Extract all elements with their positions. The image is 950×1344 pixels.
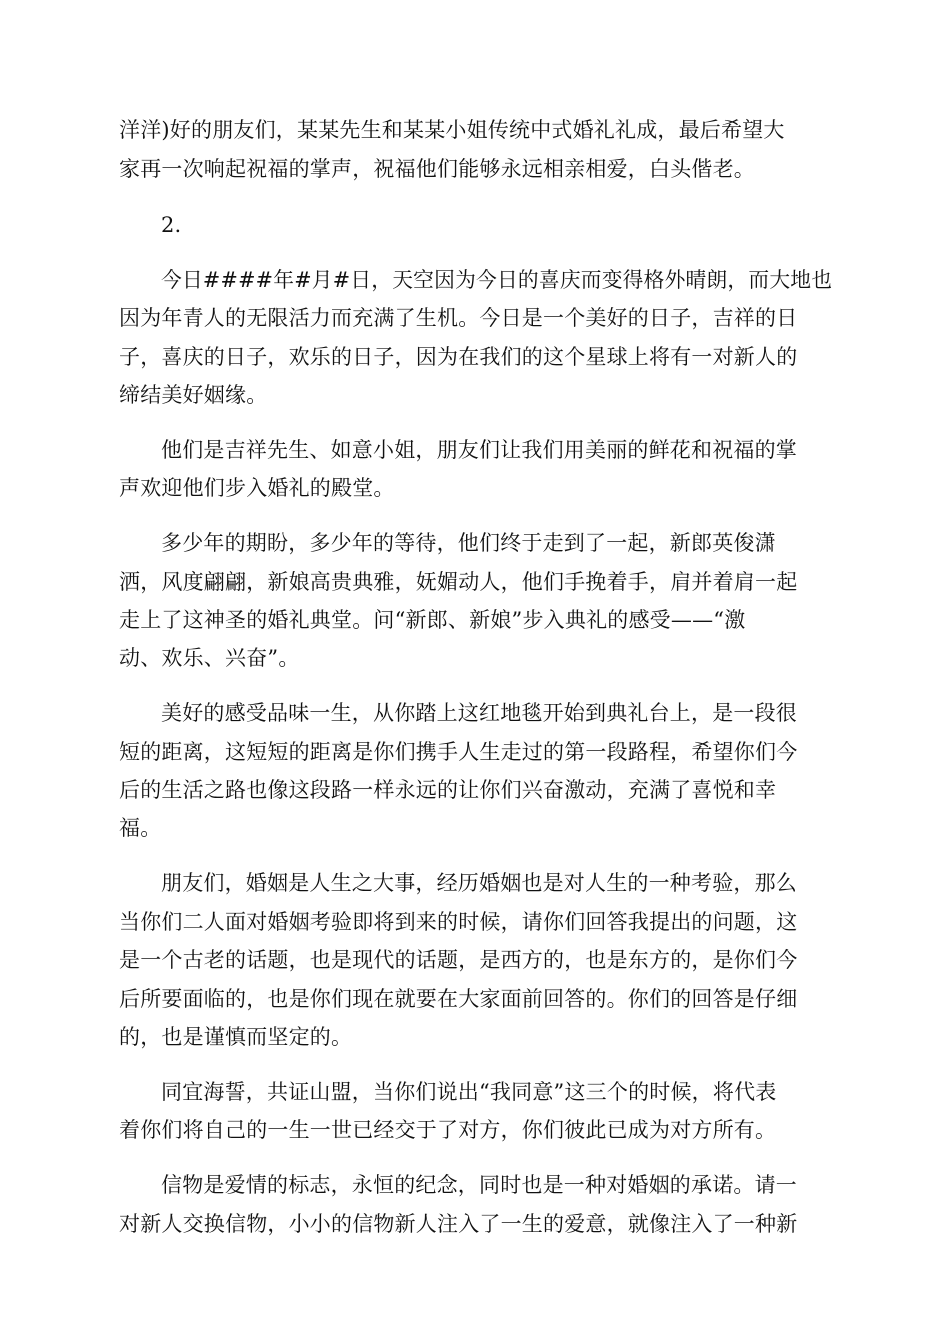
- text-line: 对新人交换信物，小小的信物新人注入了一生的爱意，就像注入了一种新: [119, 1212, 798, 1236]
- text-line: 走上了这神圣的婚礼典堂。问“新郎、新娘”步入典礼的感受——“激: [119, 608, 746, 632]
- text-line: 同宜海誓，共证山盟，当你们说出“我同意”这三个的时候，将代表: [161, 1080, 777, 1104]
- text-line: 今日####年#月#日，天空因为今日的喜庆而变得格外晴朗，而大地也: [161, 268, 833, 292]
- text-line: 的，也是谨慎而坚定的。: [119, 1025, 353, 1049]
- text-line: 后的生活之路也像这段路一样永远的让你们兴奋激动，充满了喜悦和幸: [119, 778, 777, 802]
- text-line: 信物是爱情的标志，永恒的纪念，同时也是一种对婚姻的承诺。请一: [161, 1173, 797, 1197]
- text-line: 朋友们，婚姻是人生之大事，经历婚姻也是对人生的一种考验，那么: [161, 871, 797, 895]
- text-line: 动、欢乐、兴奋”。: [119, 646, 300, 670]
- text-line: 他们是吉祥先生、如意小姐，朋友们让我们用美丽的鲜花和祝福的掌: [161, 438, 797, 462]
- text-line: 福。: [119, 816, 162, 840]
- text-line: 后所要面临的，也是你们现在就要在大家面前回答的。你们的回答是仔细: [119, 987, 798, 1011]
- text-line: 缔结美好姻缘。: [119, 383, 268, 407]
- text-line: 声欢迎他们步入婚礼的殿堂。: [119, 476, 395, 500]
- text-line: 当你们二人面对婚姻考验即将到来的时候，请你们回答我提出的问题，这: [119, 910, 798, 934]
- text-line: 洒，风度翩翩，新娘高贵典雅，妩媚动人，他们手挽着手，肩并着肩一起: [119, 570, 798, 594]
- text-line: 因为年青人的无限活力而充满了生机。今日是一个美好的日子，吉祥的日: [119, 306, 798, 330]
- text-line: 是一个古老的话题，也是现代的话题，是西方的，也是东方的，是你们今: [119, 948, 798, 972]
- text-line: 子，喜庆的日子，欢乐的日子，因为在我们的这个星球上将有一对新人的: [119, 345, 798, 369]
- text-line: 多少年的期盼，多少年的等待，他们终于走到了一起，新郎英俊潇: [161, 531, 776, 555]
- text-line: 着你们将自己的一生一世已经交于了对方，你们彼此已成为对方所有。: [119, 1118, 777, 1142]
- text-line: 洋洋)好的朋友们，某某先生和某某小姐传统中式婚礼礼成，最后希望大: [119, 118, 785, 142]
- text-line: 家再一次响起祝福的掌声，祝福他们能够永远相亲相爱，白头偕老。: [119, 157, 755, 181]
- section-number: 2.: [161, 213, 182, 237]
- text-line: 短的距离，这短短的距离是你们携手人生走过的第一段路程，希望你们今: [119, 740, 798, 764]
- text-line: 美好的感受品味一生，从你踏上这红地毯开始到典礼台上，是一段很: [161, 701, 797, 725]
